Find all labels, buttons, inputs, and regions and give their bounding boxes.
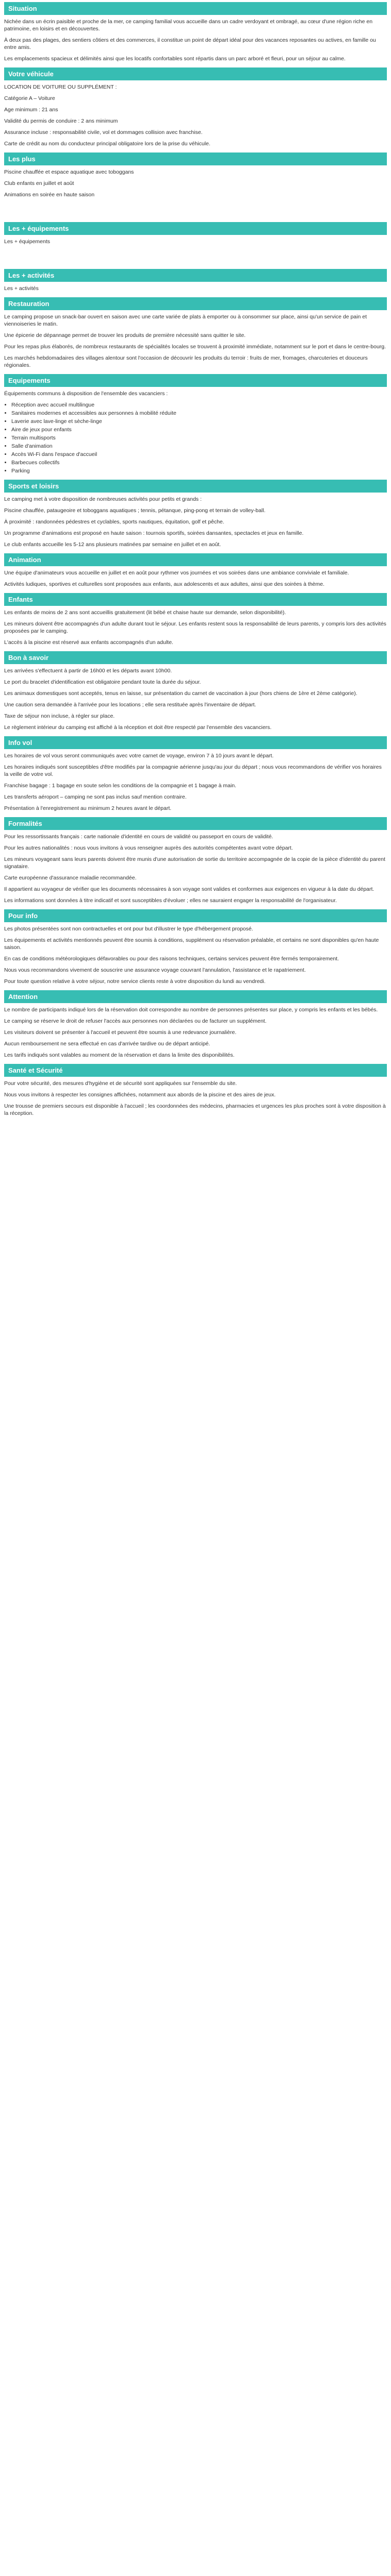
section-paragraph: Une équipe d'animateurs vous accueille en juillet et en août pour rythmer vos journées et vos soirées dans une ambiance conviviale et familiale. <box>4 570 349 576</box>
section-paragraph: Le règlement intérieur du camping est affiché à la réception et doit être respecté par l'ensemble des vacanciers. <box>4 724 272 731</box>
section-header-8: Animation <box>4 553 387 566</box>
section-header-1: Votre véhicule <box>4 67 387 80</box>
section-paragraph: Un programme d'animations est proposé en haute saison : tournois sportifs, soirées dansantes, spectacles et jeux en famille. <box>4 530 304 536</box>
section-paragraph: Animations en soirée en haute saison <box>4 192 95 198</box>
section-header-6: Equipements <box>4 374 387 387</box>
section-paragraph: Les emplacements spacieux et délimités ainsi que les locatifs confortables sont répartis dans un parc arboré et fleuri, pour un séjour au calme. <box>4 56 346 62</box>
section-paragraph: Les équipements et activités mentionnés peuvent être soumis à conditions, supplément ou réservation préalable, et certains ne sont disponibles qu'en haute saison. <box>4 937 379 951</box>
section-paragraph: Les informations sont données à titre indicatif et sont susceptibles d'évoluer ; elles ne sauraient engager la responsabilité de l'organisateur. <box>4 897 337 904</box>
list-item: • Laverie avec lave-linge et sèche-linge <box>11 418 387 425</box>
section-paragraph: Les horaires de vol vous seront communiqués avec votre carnet de voyage, environ 7 à 10 jours avant le départ. <box>4 753 274 759</box>
section-paragraph: Assurance incluse : responsabilité civile, vol et dommages collision avec franchise. <box>4 129 203 135</box>
section-header-10: Bon à savoir <box>4 651 387 664</box>
section-header-2: Les plus <box>4 152 387 165</box>
section-paragraph: À proximité : randonnées pédestres et cyclables, sports nautiques, équitation, golf et pêche. <box>4 519 224 525</box>
section-header-14: Attention <box>4 990 387 1003</box>
section-spacer <box>4 249 387 264</box>
section-paragraph: Les visiteurs doivent se présenter à l'accueil et peuvent être soumis à une redevance journalière. <box>4 1029 237 1036</box>
section-paragraph: Les animaux domestiques sont acceptés, tenus en laisse, sur présentation du carnet de vaccination à jour (hors chiens de 1ère et 2ème catégorie). <box>4 690 357 697</box>
section-header-12: Formalités <box>4 817 387 830</box>
section-paragraph: Les + activités <box>4 285 39 292</box>
section-paragraph: Le club enfants accueille les 5-12 ans plusieurs matinées par semaine en juillet et en août. <box>4 541 221 548</box>
section-header-7: Sports et loisirs <box>4 480 387 493</box>
section-paragraph: Une épicerie de dépannage permet de trouver les produits de première nécessité sans quitter le site. <box>4 332 246 338</box>
list-item: • Terrain multisports <box>11 434 387 442</box>
section-paragraph: À deux pas des plages, des sentiers côtiers et des commerces, il constitue un point de départ idéal pour des vacances reposantes ou actives, en famille ou entre amis. <box>4 37 376 50</box>
section-paragraph: Les mineurs doivent être accompagnés d'un adulte durant tout le séjour. Les enfants restent sous la responsabilité de leurs parents, y compris lors des activités proposées par le camping. <box>4 621 386 634</box>
section-paragraph: Les marchés hebdomadaires des villages alentour sont l'occasion de découvrir les produits du terroir : fruits de mer, fromages, charcuteries et douceurs régionales. <box>4 355 368 368</box>
section-paragraph: Piscine chauffée et espace aquatique avec toboggans <box>4 169 134 175</box>
list-item: • Salle d'animation <box>11 443 387 450</box>
section-paragraph: Présentation à l'enregistrement au minimum 2 heures avant le départ. <box>4 805 172 811</box>
section-paragraph: Nichée dans un écrin paisible et proche de la mer, ce camping familial vous accueille dans un cadre verdoyant et ombragé, au cœur d'une région riche en patrimoine, en loisirs et en découvertes. <box>4 19 373 32</box>
section-paragraph: Il appartient au voyageur de vérifier que les documents nécessaires à son voyage sont valides et conformes aux exigences en vigueur à la date du départ. <box>4 886 374 892</box>
section-paragraph: Les enfants de moins de 2 ans sont accueillis gratuitement (lit bébé et chaise haute sur demande, selon disponibilité). <box>4 609 286 616</box>
section-header-4: Les + activités <box>4 269 387 282</box>
section-paragraph: Les arrivées s'effectuent à partir de 16h00 et les départs avant 10h00. <box>4 668 172 674</box>
list-item: • Réception avec accueil multilingue <box>11 401 387 409</box>
section-header-11: Info vol <box>4 736 387 749</box>
list-item: • Aire de jeux pour enfants <box>11 426 387 433</box>
section-paragraph: Le port du bracelet d'identification est obligatoire pendant toute la durée du séjour. <box>4 679 201 685</box>
section-paragraph: LOCATION DE VOITURE OU SUPPLÉMENT : <box>4 84 117 90</box>
section-paragraph: Carte européenne d'assurance maladie recommandée. <box>4 875 137 881</box>
section-paragraph: Catégorie A – Voiture <box>4 95 55 101</box>
section-paragraph: Les horaires indiqués sont susceptibles d'être modifiés par la compagnie aérienne jusqu'au jour du départ ; nous vous recommandons de vérifier vos horaires la veille de votre vol. <box>4 764 382 777</box>
section-paragraph: Pour les autres nationalités : nous vous invitons à vous renseigner auprès des autorités compétentes avant votre départ. <box>4 845 293 851</box>
section-paragraph: Validité du permis de conduire : 2 ans minimum <box>4 118 118 124</box>
section-paragraph: Le camping met à votre disposition de nombreuses activités pour petits et grands : <box>4 496 202 502</box>
section-paragraph: Le nombre de participants indiqué lors de la réservation doit correspondre au nombre de personnes présentes sur place, y compris les enfants et les bébés. <box>4 1007 378 1013</box>
section-paragraph: Les transferts aéroport – camping ne sont pas inclus sauf mention contraire. <box>4 794 187 800</box>
section-paragraph: En cas de conditions météorologiques défavorables ou pour des raisons techniques, certains services peuvent être fermés temporairement. <box>4 956 339 962</box>
section-paragraph: Le camping se réserve le droit de refuser l'accès aux personnes non déclarées ou de facturer un supplément. <box>4 1018 267 1024</box>
section-paragraph: Le camping propose un snack-bar ouvert en saison avec une carte variée de plats à emporter ou à consommer sur place, ainsi qu'un service de pain et viennoiseries le matin. <box>4 314 367 327</box>
section-header-0: Situation <box>4 2 387 15</box>
section-paragraph: Pour les repas plus élaborés, de nombreux restaurants de spécialités locales se trouvent à proximité immédiate, notamment sur le port et dans le centre-bourg. <box>4 344 386 350</box>
page-content <box>0 2 391 1142</box>
section-paragraph: Pour toute question relative à votre séjour, notre service clients reste à votre disposition du lundi au vendredi. <box>4 978 266 985</box>
section-paragraph: Les + équipements <box>4 239 51 245</box>
section-paragraph: Franchise bagage : 1 bagage en soute selon les conditions de la compagnie et 1 bagage à main. <box>4 783 237 789</box>
section-paragraph: Pour votre sécurité, des mesures d'hygiène et de sécurité sont appliquées sur l'ensemble du site. <box>4 1080 237 1087</box>
section-list <box>11 401 387 474</box>
section-paragraph: Les tarifs indiqués sont valables au moment de la réservation et dans la limite des disponibilités. <box>4 1052 235 1058</box>
section-paragraph: Age minimum : 21 ans <box>4 107 58 113</box>
section-paragraph: Une caution sera demandée à l'arrivée pour les locations ; elle sera restituée après l'inventaire de départ. <box>4 702 256 708</box>
section-header-5: Restauration <box>4 297 387 310</box>
section-paragraph: Activités ludiques, sportives et culturelles sont proposées aux enfants, aux adolescents et aux adultes, ainsi que des soirées à thème. <box>4 581 325 587</box>
section-paragraph: Taxe de séjour non incluse, à régler sur place. <box>4 713 115 719</box>
section-paragraph: Une trousse de premiers secours est disponible à l'accueil ; les coordonnées des médecins, pharmacies et urgences les plus proches sont à votre disposition à la réception. <box>4 1103 386 1116</box>
section-paragraph: Nous vous recommandons vivement de souscrire une assurance voyage couvrant l'annulation, l'assistance et le rapatriement. <box>4 967 306 973</box>
section-paragraph: Équipements communs à disposition de l'ensemble des vacanciers : <box>4 391 168 397</box>
section-header-15: Santé et Sécurité <box>4 1064 387 1077</box>
section-paragraph: Piscine chauffée, pataugeoire et toboggans aquatiques ; tennis, pétanque, ping-pong et terrain de volley-ball. <box>4 507 266 514</box>
section-paragraph: Les photos présentées sont non contractuelles et ont pour but d'illustrer le type d'hébergement proposé. <box>4 926 253 932</box>
section-paragraph: Club enfants en juillet et août <box>4 180 74 187</box>
section-paragraph: Nous vous invitons à respecter les consignes affichées, notamment aux abords de la piscine et des aires de jeux. <box>4 1092 276 1098</box>
section-header-9: Enfants <box>4 593 387 606</box>
section-paragraph: Les mineurs voyageant sans leurs parents doivent être munis d'une autorisation de sortie du territoire accompagnée de la copie de la pièce d'identité du parent signataire. <box>4 856 385 870</box>
section-header-3: Les + équipements <box>4 222 387 235</box>
section-paragraph: Carte de crédit au nom du conducteur principal obligatoire lors de la prise du véhicule. <box>4 141 210 147</box>
section-paragraph: Aucun remboursement ne sera effectué en cas d'arrivée tardive ou de départ anticipé. <box>4 1041 210 1047</box>
section-header-13: Pour info <box>4 909 387 922</box>
list-item: • Sanitaires modernes et accessibles aux personnes à mobilité réduite <box>11 410 387 417</box>
section-paragraph: Pour les ressortissants français : carte nationale d'identité en cours de validité ou passeport en cours de validité. <box>4 834 273 840</box>
list-item: • Accès Wi-Fi dans l'espace d'accueil <box>11 451 387 458</box>
list-item: • Barbecues collectifs <box>11 459 387 466</box>
section-spacer <box>4 202 387 217</box>
list-item: • Parking <box>11 467 387 474</box>
section-paragraph: L'accès à la piscine est réservé aux enfants accompagnés d'un adulte. <box>4 639 173 646</box>
